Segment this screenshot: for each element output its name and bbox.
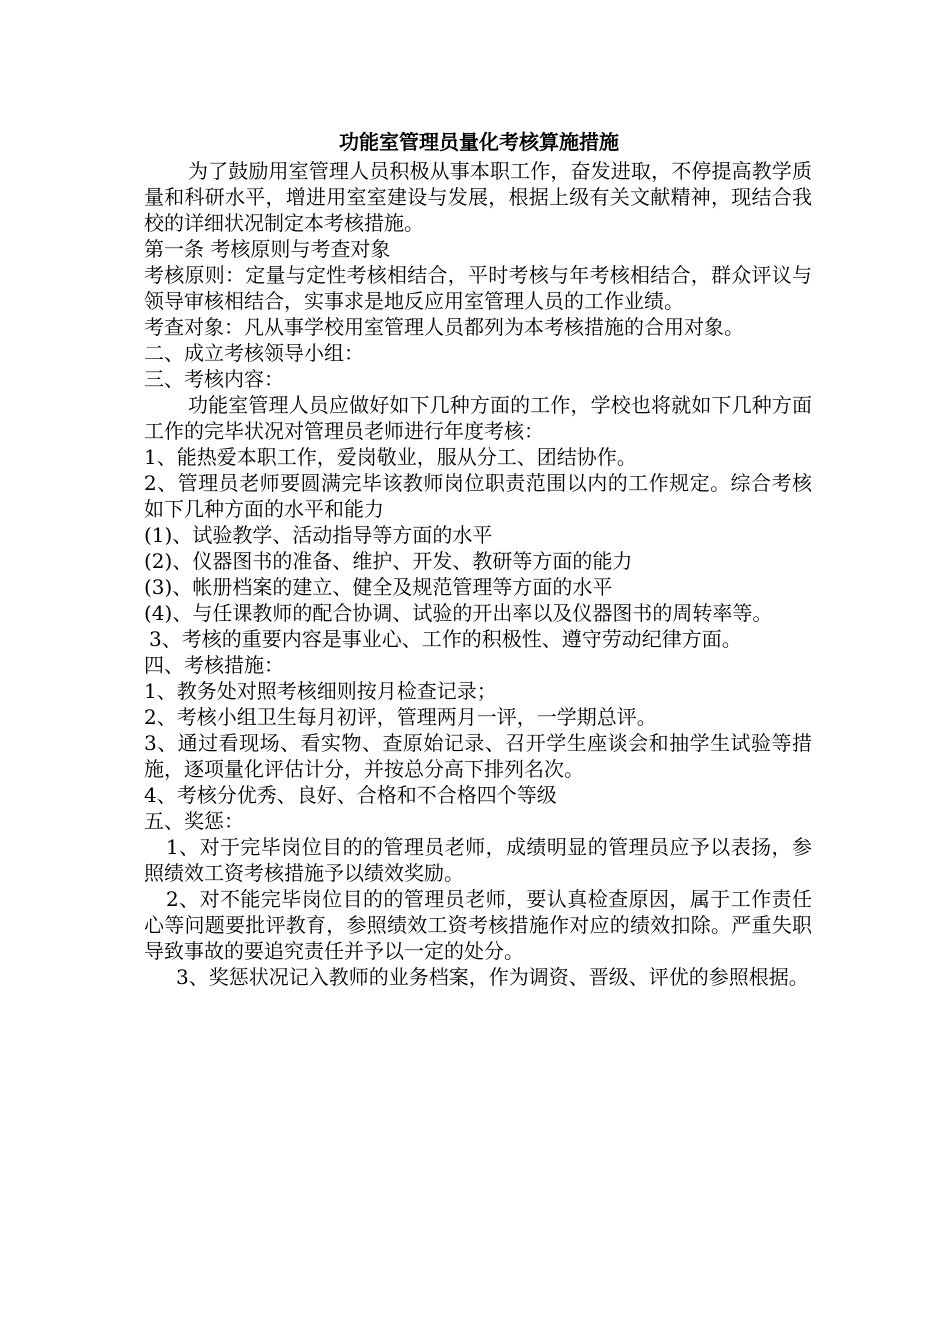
list-item: 3、考核的重要内容是事业心、工作的积极性、遵守劳动纪律方面。 bbox=[149, 627, 742, 651]
list-item: 3、奖惩状况记入教师的业务档案，作为调资、晋级、评优的参照根据。 bbox=[176, 965, 809, 989]
section-heading: 四、考核措施： bbox=[144, 653, 284, 677]
paragraph: 功能室管理人员应做好如下几种方面的工作，学校也将就如下几种方面工作的完毕状况对管理员老师进行年度考核： bbox=[144, 393, 812, 443]
document-title: 功能室管理员量化考核算施措施 bbox=[339, 130, 619, 154]
section-heading: 二、成立考核领导小组： bbox=[144, 341, 364, 365]
paragraph: 考核原则：定量与定性考核相结合，平时考核与年考核相结合，群众评议与领导审核相结合，实事求是地反应用室管理人员的工作业绩。 bbox=[144, 263, 812, 313]
list-item: 4、考核分优秀、良好、合格和不合格四个等级 bbox=[144, 783, 557, 807]
list-item: 1、教务处对照考核细则按月检查记录； bbox=[144, 679, 497, 703]
list-item: 1、对于完毕岗位目的的管理员老师，成绩明显的管理员应予以表扬，参照绩效工资考核措施予以绩效奖励。 bbox=[144, 835, 812, 885]
intro-paragraph: 为了鼓励用室管理人员积极从事本职工作，奋发进取，不停提高教学质量和科研水平，增进用室室建设与发展，根据上级有关文献精神，现结合我校的详细状况制定本考核措施。 bbox=[144, 159, 812, 235]
list-item: 2、考核小组卫生每月初评，管理两月一评，一学期总评。 bbox=[144, 705, 657, 729]
list-item: 2、对不能完毕岗位目的的管理员老师，要认真检查原因，属于工作责任心等问题要批评教育，参照绩效工资考核措施作对应的绩效扣除。严重失职导致事故的要追究责任并予以一定的处分。 bbox=[144, 887, 812, 963]
sub-list-item: (2)、仪器图书的准备、维护、开发、教研等方面的能力 bbox=[144, 549, 633, 573]
list-item: 2、管理员老师要圆满完毕该教师岗位职责范围以内的工作规定。综合考核如下几种方面的水平和能力 bbox=[144, 471, 812, 521]
section-heading: 第一条 考核原则与考查对象 bbox=[144, 237, 391, 261]
sub-list-item: (4)、与任课教师的配合协调、试验的开出率以及仪器图书的周转率等。 bbox=[144, 601, 773, 625]
sub-list-item: (1)、试验教学、活动指导等方面的水平 bbox=[144, 523, 493, 547]
document-body bbox=[144, 126, 812, 990]
list-item: 3、通过看现场、看实物、查原始记录、召开学生座谈会和抽学生试验等措施，逐项量化评估计分，并按总分高下排列名次。 bbox=[144, 731, 812, 781]
section-heading: 三、考核内容： bbox=[144, 367, 284, 391]
paragraph: 考查对象：凡从事学校用室管理人员都列为本考核措施的合用对象。 bbox=[144, 315, 744, 339]
section-heading: 五、奖惩： bbox=[144, 809, 244, 833]
sub-list-item: (3)、帐册档案的建立、健全及规范管理等方面的水平 bbox=[144, 575, 613, 599]
list-item: 1、能热爱本职工作，爱岗敬业，服从分工、团结协作。 bbox=[144, 445, 637, 469]
